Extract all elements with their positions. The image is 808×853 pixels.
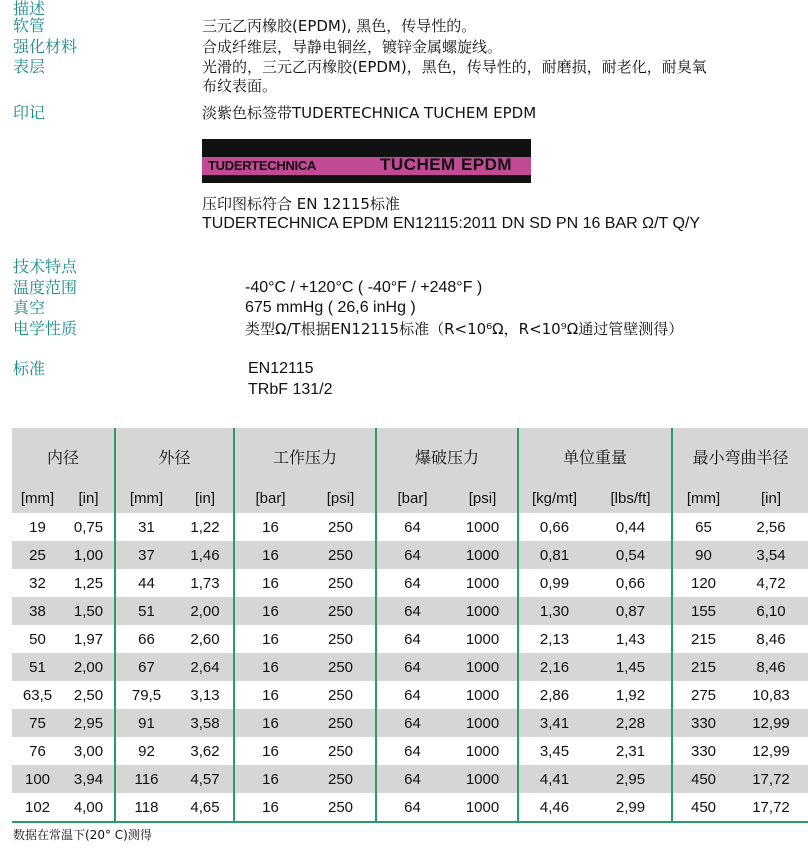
spec-table <box>12 428 808 823</box>
emboss-line-1: 压印图标符合 EN 12115标准 <box>202 195 400 213</box>
standards-label: 标准 <box>13 359 46 378</box>
table-cell: 0,66 <box>518 513 590 541</box>
table-cell: 0,99 <box>518 569 590 597</box>
col-group-working-pressure: 工作压力 <box>234 428 376 484</box>
table-cell: 63,5 <box>22 686 53 704</box>
table-row <box>12 653 808 681</box>
table-cell: 50 <box>29 630 46 648</box>
table-cell: 0,87 <box>590 597 672 625</box>
table-cell: 37 <box>115 541 177 569</box>
table-cell: 64 <box>376 765 448 793</box>
table-cell: 1000 <box>448 793 518 822</box>
table-cell: 250 <box>306 765 376 793</box>
table-cell: 32 <box>29 574 46 592</box>
table-cell: 4,46 <box>518 793 590 822</box>
table-cell: 12,99 <box>734 709 808 737</box>
table-cell: 16 <box>234 737 306 765</box>
table-cell: 116 <box>115 765 177 793</box>
table-cell: 4,41 <box>518 765 590 793</box>
table-cell: 0,81 <box>518 541 590 569</box>
table-cell: 1,25 <box>73 574 104 592</box>
table-cell: 120 <box>672 569 734 597</box>
table-cell: 2,00 <box>177 597 234 625</box>
electrical-value: 类型Ω/T根据EN12115标准（R<10⁶Ω，R<10⁹Ω通过管壁测得） <box>245 320 684 338</box>
table-cell: 215 <box>672 653 734 681</box>
table-cell: 1,73 <box>190 574 220 592</box>
table-cell: 1000 <box>465 518 500 536</box>
table-cell: 250 <box>327 686 354 704</box>
table-cell: 1,50 <box>63 597 115 625</box>
emboss-line-2: TUDERTECHNICA EPDM EN12115:2011 DN SD PN 16 BAR Ω/T Q/Y <box>202 215 701 232</box>
tech-heading: 技术特点 <box>13 257 78 276</box>
col-group-bend-radius: 最小弯曲半径 <box>672 428 808 484</box>
col-group-outer-diameter: 外径 <box>115 428 234 484</box>
table-cell: 0,75 <box>73 518 104 536</box>
stamp-brand-text: TUDERTECHNICA <box>208 158 317 173</box>
table-cell: 4,65 <box>177 793 234 822</box>
table-cell: 4,57 <box>177 765 234 793</box>
table-cell: 1000 <box>448 541 518 569</box>
description-heading: 描述 <box>13 0 46 18</box>
table-cell: 2,56 <box>756 518 786 536</box>
table-cell: 25 <box>12 541 63 569</box>
table-cell: 2,60 <box>190 630 220 648</box>
table-cell: 1,22 <box>190 518 220 536</box>
table-cell: 1,43 <box>615 630 646 648</box>
unit-header: [psi] <box>306 484 376 513</box>
table-row <box>12 765 808 793</box>
table-cell: 2,86 <box>518 681 590 709</box>
unit-header: [bar] <box>376 484 448 513</box>
table-cell: 2,28 <box>590 709 672 737</box>
table-cell: 1000 <box>465 686 500 704</box>
table-cell: 16 <box>234 541 306 569</box>
table-cell: 1000 <box>448 709 518 737</box>
table-cell: 0,66 <box>615 574 646 592</box>
table-cell: 3,94 <box>63 765 115 793</box>
table-cell: 250 <box>306 709 376 737</box>
table-cell: 16 <box>234 793 306 822</box>
cover-value-line1: 光滑的，三元乙丙橡胶(EPDM)，黑色，传导性的，耐磨损，耐老化，耐臭氧 <box>202 58 707 76</box>
table-cell: 65 <box>672 513 734 541</box>
table-cell: 250 <box>306 541 376 569</box>
table-cell: 2,00 <box>63 653 115 681</box>
table-cell: 16 <box>234 765 306 793</box>
spec-table-body <box>12 513 808 822</box>
table-cell: 17,72 <box>734 765 808 793</box>
table-cell: 64 <box>376 541 448 569</box>
stamp-product-text: TUCHEM EPDM <box>380 155 513 174</box>
table-cell: 38 <box>12 597 63 625</box>
cover-label: 表层 <box>13 57 46 76</box>
table-cell: 44 <box>115 569 177 597</box>
marking-label: 印记 <box>13 103 46 122</box>
table-cell: 215 <box>672 625 734 653</box>
table-row <box>12 793 808 822</box>
reinforcement-label: 强化材料 <box>13 37 78 56</box>
hose-label: 软管 <box>13 16 46 35</box>
temperature-label: 温度范围 <box>13 278 78 297</box>
unit-header: [in] <box>177 484 234 513</box>
table-cell: 3,54 <box>734 541 808 569</box>
table-cell: 8,46 <box>756 630 786 648</box>
table-cell: 250 <box>306 597 376 625</box>
table-cell: 12,99 <box>752 742 790 760</box>
table-cell: 16 <box>234 653 306 681</box>
standard-value-2: TRbF 131/2 <box>248 381 333 398</box>
table-cell: 16 <box>234 625 306 653</box>
table-cell: 2,31 <box>615 742 646 760</box>
table-cell: 2,95 <box>590 765 672 793</box>
table-footnote: 数据在常温下(20° C)测得 <box>13 828 152 842</box>
electrical-label: 电学性质 <box>13 319 78 338</box>
table-row <box>12 625 808 653</box>
table-cell: 330 <box>672 709 734 737</box>
temperature-value: -40°C / +120°C ( -40°F / +248°F ) <box>245 279 483 296</box>
table-cell: 10,83 <box>752 686 790 704</box>
table-cell: 1,97 <box>73 630 104 648</box>
table-row <box>12 737 808 765</box>
unit-header: [bar] <box>234 484 306 513</box>
col-group-burst-pressure: 爆破压力 <box>376 428 518 484</box>
table-cell: 250 <box>306 793 376 822</box>
table-cell: 1000 <box>465 630 500 648</box>
table-cell: 3,58 <box>177 709 234 737</box>
table-cell: 64 <box>376 737 448 765</box>
vacuum-label: 真空 <box>13 298 46 317</box>
marking-value: 淡紫色标签带TUDERTECHNICA TUCHEM EPDM <box>202 104 537 122</box>
unit-header: [psi] <box>448 484 518 513</box>
table-cell: 1,92 <box>615 686 646 704</box>
table-cell: 250 <box>327 574 354 592</box>
unit-header: [mm] <box>115 484 177 513</box>
table-cell: 1,46 <box>177 541 234 569</box>
table-cell: 90 <box>672 541 734 569</box>
table-cell: 3,00 <box>73 742 104 760</box>
table-cell: 1,00 <box>63 541 115 569</box>
table-cell: 64 <box>376 681 448 709</box>
table-cell: 2,13 <box>518 625 590 653</box>
table-group-header-row <box>12 428 808 484</box>
table-cell: 250 <box>327 742 354 760</box>
table-row <box>12 569 808 597</box>
table-cell: 250 <box>327 518 354 536</box>
marking-band-image <box>202 139 531 183</box>
table-cell: 2,99 <box>590 793 672 822</box>
table-cell: 1,45 <box>590 653 672 681</box>
table-cell: 16 <box>234 597 306 625</box>
table-cell: 0,54 <box>590 541 672 569</box>
table-cell: 16 <box>234 513 306 541</box>
table-cell: 450 <box>672 793 734 822</box>
table-cell: 64 <box>376 709 448 737</box>
table-cell: 16 <box>234 709 306 737</box>
table-cell: 8,46 <box>734 653 808 681</box>
table-cell: 2,16 <box>518 653 590 681</box>
table-row <box>12 541 808 569</box>
table-cell: 4,72 <box>756 574 786 592</box>
table-cell: 1000 <box>465 574 500 592</box>
unit-header: [kg/mt] <box>518 484 590 513</box>
table-cell: 0,44 <box>615 518 646 536</box>
hose-value: 三元乙丙橡胶(EPDM), 黑色，传导性的。 <box>202 17 477 35</box>
table-cell: 64 <box>376 793 448 822</box>
col-group-weight: 单位重量 <box>518 428 672 484</box>
table-cell: 92 <box>115 737 177 765</box>
table-cell: 1000 <box>448 597 518 625</box>
table-cell: 19 <box>29 518 46 536</box>
table-cell: 100 <box>12 765 63 793</box>
table-cell: 330 <box>672 737 734 765</box>
table-cell: 91 <box>115 709 177 737</box>
table-cell: 64 <box>376 653 448 681</box>
unit-header: [mm] <box>672 484 734 513</box>
table-cell: 51 <box>115 597 177 625</box>
table-cell: 2,64 <box>177 653 234 681</box>
table-cell: 64 <box>376 597 448 625</box>
table-cell: 67 <box>115 653 177 681</box>
table-row <box>12 513 808 541</box>
col-group-inner-diameter: 内径 <box>12 428 115 484</box>
table-cell: 79,5 <box>115 681 177 709</box>
table-cell: 2,50 <box>73 686 104 704</box>
table-cell: 1000 <box>448 765 518 793</box>
table-cell: 118 <box>115 793 177 822</box>
table-cell: 16 <box>234 681 306 709</box>
table-cell: 275 <box>672 681 734 709</box>
table-cell: 75 <box>12 709 63 737</box>
standard-value-1: EN12115 <box>248 360 314 377</box>
table-cell: 3,41 <box>518 709 590 737</box>
table-row <box>12 681 808 709</box>
table-cell: 102 <box>12 793 63 822</box>
table-cell: 3,45 <box>518 737 590 765</box>
table-cell: 3,13 <box>190 686 220 704</box>
table-cell: 64 <box>376 513 448 541</box>
table-cell: 155 <box>672 597 734 625</box>
table-cell: 64 <box>376 625 448 653</box>
unit-header: [mm] <box>12 484 63 513</box>
table-cell: 51 <box>12 653 63 681</box>
table-row <box>12 709 808 737</box>
reinforcement-value: 合成纤维层，导静电铜丝，镀锌金属螺旋线。 <box>202 38 503 56</box>
vacuum-value: 675 mmHg ( 26,6 inHg ) <box>245 299 416 316</box>
table-cell: 16 <box>234 569 306 597</box>
unit-header: [lbs/ft] <box>590 484 672 513</box>
table-cell: 31 <box>115 513 177 541</box>
table-cell: 1000 <box>448 653 518 681</box>
table-cell: 1000 <box>465 742 500 760</box>
table-cell: 64 <box>376 569 448 597</box>
table-cell: 250 <box>306 653 376 681</box>
table-cell: 6,10 <box>734 597 808 625</box>
table-cell: 66 <box>115 625 177 653</box>
table-cell: 450 <box>672 765 734 793</box>
cover-value-line2: 布纹表面。 <box>202 77 278 95</box>
table-cell: 76 <box>29 742 46 760</box>
table-unit-header-row <box>12 484 808 513</box>
table-cell: 1,30 <box>518 597 590 625</box>
table-cell: 250 <box>327 630 354 648</box>
table-cell: 2,95 <box>63 709 115 737</box>
unit-header: [in] <box>63 484 115 513</box>
table-cell: 3,62 <box>190 742 220 760</box>
table-row <box>12 597 808 625</box>
table-cell: 17,72 <box>734 793 808 822</box>
table-cell: 4,00 <box>63 793 115 822</box>
unit-header: [in] <box>734 484 808 513</box>
